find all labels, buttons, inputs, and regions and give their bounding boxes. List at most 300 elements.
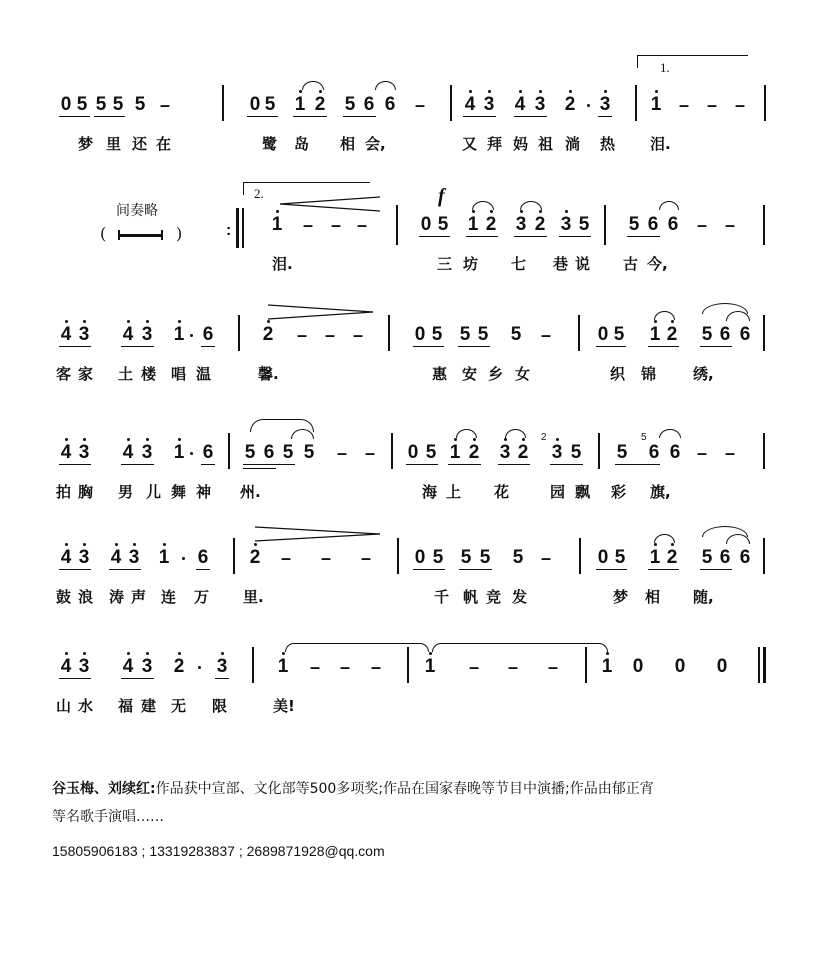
note: 5 (578, 214, 590, 235)
beam-underline (59, 678, 91, 679)
lyric: 声 (131, 588, 147, 606)
lyric: 绣, (693, 365, 714, 383)
lyric: 花 (494, 483, 510, 501)
note: 5 (628, 214, 640, 235)
note: 1 (173, 442, 185, 463)
octave-dot (671, 320, 674, 323)
note: 5 (510, 324, 522, 345)
lyric: 家 (78, 365, 94, 383)
barline (604, 205, 606, 245)
lyric: 千 (434, 588, 450, 606)
beam-underline (59, 464, 91, 465)
beam-underline (514, 236, 547, 237)
note: 6 (739, 324, 751, 345)
paren-open: ( (100, 224, 107, 243)
lyric: 温 (196, 365, 212, 383)
lyric: 州. (240, 483, 261, 501)
note: 3 (499, 442, 511, 463)
beam-underline (196, 569, 210, 570)
beam-underline (293, 116, 327, 117)
slur (456, 429, 477, 438)
beam-underline (550, 464, 583, 465)
octave-dot (83, 438, 86, 441)
note: 0 (407, 442, 419, 463)
note: 2 (517, 442, 529, 463)
octave-dot (65, 320, 68, 323)
dash: – (370, 657, 381, 677)
lyric: 客 (56, 365, 72, 383)
note: 6 (669, 442, 681, 463)
note: 1 (467, 214, 479, 235)
slur (520, 201, 542, 210)
barline (407, 647, 409, 683)
decrescendo-hairpin (255, 526, 380, 542)
octave-dot (178, 320, 181, 323)
dash: – (414, 95, 425, 115)
lyric: 连 (161, 588, 177, 606)
lyric: 水 (78, 697, 94, 715)
barline (228, 433, 230, 469)
octave-dot (127, 320, 130, 323)
lyric: 浪 (78, 588, 94, 606)
lyric: 鼓 (56, 588, 72, 606)
dash: – (678, 95, 689, 115)
dash: – (696, 443, 707, 463)
octave-dot (490, 210, 493, 213)
beam-underline (109, 569, 141, 570)
note: 2 (666, 547, 678, 568)
lyric: 里. (243, 588, 264, 606)
octave-dot (127, 438, 130, 441)
note: 6 (667, 214, 679, 235)
dash: – (696, 215, 707, 235)
lyric: 惠 (432, 365, 448, 383)
note: 5 (425, 442, 437, 463)
note: 3 (534, 94, 546, 115)
lyric: 竞 (486, 588, 502, 606)
note: 1 (294, 94, 306, 115)
dash: – (360, 548, 371, 568)
beam-underline (648, 569, 679, 570)
augmentation-dot (190, 334, 193, 337)
beam-underline (458, 346, 490, 347)
volta-label: 2. (254, 186, 264, 201)
octave-dot (604, 90, 607, 93)
note: 3 (216, 656, 228, 677)
note: 6 (647, 214, 659, 235)
lyric: 儿 (146, 483, 162, 501)
dash: – (296, 325, 307, 345)
rest-cap (118, 230, 120, 240)
octave-dot (606, 652, 609, 655)
lyric: 山 (56, 697, 72, 715)
barline (578, 315, 580, 351)
note: 4 (60, 656, 72, 677)
tie (432, 643, 608, 652)
barline (396, 205, 398, 245)
barline (391, 433, 393, 469)
note: 5 (512, 547, 524, 568)
dash: – (309, 657, 320, 677)
note: 3 (141, 324, 153, 345)
note: 6 (202, 442, 214, 463)
note: 1 (649, 324, 661, 345)
note: 5 (244, 442, 256, 463)
beam-underline (94, 116, 125, 117)
octave-dot (65, 438, 68, 441)
beam-underline (466, 236, 498, 237)
slur (654, 534, 675, 543)
lyric: 巷 (553, 255, 569, 273)
dash: – (159, 95, 170, 115)
lyric: 男 (118, 483, 134, 501)
note: 1 (173, 324, 185, 345)
octave-dot (519, 90, 522, 93)
octave-dot (83, 652, 86, 655)
beam-underline (201, 464, 215, 465)
multi-measure-rest (118, 234, 162, 237)
lyric: 园 (550, 483, 566, 501)
lyric: 土 (118, 365, 134, 383)
dash: – (724, 215, 735, 235)
lyric: 坊 (463, 255, 479, 273)
lyric: 万 (194, 588, 210, 606)
octave-dot (539, 210, 542, 213)
lyric: 会, (365, 135, 386, 153)
note: 6 (363, 94, 375, 115)
lyric: 鹭 (262, 135, 278, 153)
lyric: 限 (212, 697, 228, 715)
beam-underline (59, 346, 91, 347)
lyric: 旗, (650, 483, 671, 501)
beam-underline (559, 236, 591, 237)
lyric: 里 (106, 135, 122, 153)
note: 5 (613, 324, 625, 345)
augmentation-dot (198, 666, 201, 669)
beam-underline (406, 464, 438, 465)
note: 6 (739, 547, 751, 568)
lyric: 在 (156, 135, 172, 153)
note: 6 (719, 547, 731, 568)
octave-dot (178, 652, 181, 655)
dash: – (324, 325, 335, 345)
dash: – (507, 657, 518, 677)
beam-underline (243, 464, 295, 465)
beam-underline (648, 346, 679, 347)
slur (505, 429, 526, 438)
beam-underline (413, 346, 444, 347)
note: 1 (449, 442, 461, 463)
decrescendo-hairpin (268, 304, 373, 320)
slur (302, 81, 324, 90)
dash: – (468, 657, 479, 677)
lyric: 又 (462, 135, 478, 153)
octave-dot (472, 210, 475, 213)
octave-dot (282, 652, 285, 655)
dash: – (280, 548, 291, 568)
note: 5 (459, 324, 471, 345)
note: 3 (78, 324, 90, 345)
lyric: 拍 (56, 483, 72, 501)
dash: – (320, 548, 331, 568)
beam-underline (514, 116, 547, 117)
lyric: 胸 (78, 483, 94, 501)
dash: – (547, 657, 558, 677)
note: 1 (649, 547, 661, 568)
slur (654, 311, 675, 320)
note: 5 (303, 442, 315, 463)
lyric: 馨. (258, 365, 279, 383)
octave-dot (454, 438, 457, 441)
dash: – (364, 443, 375, 463)
note: 5 (76, 94, 88, 115)
octave-dot (83, 543, 86, 546)
octave-dot (654, 320, 657, 323)
note: 6 (719, 324, 731, 345)
lyric: 彩 (611, 483, 627, 501)
note: 5 (616, 442, 628, 463)
slur (472, 201, 494, 210)
author-credits (52, 778, 812, 800)
beam-underline (121, 678, 154, 679)
octave-dot (146, 652, 149, 655)
note: 0 (597, 324, 609, 345)
note: 5 (460, 547, 472, 568)
note: 3 (560, 214, 572, 235)
tie (285, 643, 429, 652)
repeat-dots: : (226, 222, 232, 239)
note: 2 (173, 656, 185, 677)
lyric: 锦 (641, 365, 657, 383)
beam-underline (201, 346, 215, 347)
octave-dot (178, 438, 181, 441)
lyric: 建 (141, 697, 157, 715)
octave-dot (539, 90, 542, 93)
credits-line-2: 等名歌手演唱…… (52, 809, 164, 825)
note: 4 (122, 656, 134, 677)
beam-underline (121, 346, 154, 347)
note: 5 (570, 442, 582, 463)
note: 6 (648, 442, 660, 463)
lyric: 祖 (538, 135, 554, 153)
barline (763, 433, 765, 469)
beam-underline (59, 569, 91, 570)
note: 0 (632, 656, 644, 677)
lyric: 乡 (488, 365, 504, 383)
note: 5 (431, 324, 443, 345)
beam-underline (243, 468, 276, 469)
lyric: 拜 (487, 135, 503, 153)
octave-dot (276, 210, 279, 213)
barline (764, 85, 766, 121)
lyric: 妈 (513, 135, 529, 153)
octave-dot (671, 543, 674, 546)
note: 4 (122, 442, 134, 463)
lyric: 古 (623, 255, 639, 273)
slur (375, 81, 396, 90)
augmentation-dot (587, 104, 590, 107)
contact-info: 15805906183 ; 13319283837 ; 2689871928@qq.com (52, 843, 385, 859)
decrescendo-hairpin (280, 196, 380, 212)
lyric: 岛 (294, 135, 310, 153)
note: 1 (271, 214, 283, 235)
note: 2 (249, 547, 261, 568)
lyric: 说 (575, 255, 591, 273)
note: 2 (534, 214, 546, 235)
note: 5 (134, 94, 146, 115)
note: 4 (110, 547, 122, 568)
beam-underline (463, 116, 496, 117)
lyric: 楼 (141, 365, 157, 383)
lyric: 相 (340, 135, 356, 153)
note: 3 (78, 442, 90, 463)
barline (763, 315, 765, 351)
lyric: 无 (171, 697, 187, 715)
note: 5 (701, 324, 713, 345)
final-barline-thin (758, 647, 760, 683)
lyric: 相 (645, 588, 661, 606)
note: 3 (599, 94, 611, 115)
octave-dot (299, 90, 302, 93)
dash: – (706, 95, 717, 115)
octave-dot (654, 543, 657, 546)
note: 0 (414, 547, 426, 568)
rest-cap (161, 230, 163, 240)
volta-label: 1. (660, 60, 670, 75)
note: 2 (468, 442, 480, 463)
volta-bracket-1 (637, 55, 748, 68)
beam-underline (247, 116, 278, 117)
lyric: 帆 (463, 588, 479, 606)
octave-dot (146, 438, 149, 441)
octave-dot (469, 90, 472, 93)
note: 5 (614, 547, 626, 568)
slur (659, 201, 679, 210)
note: 4 (60, 442, 72, 463)
octave-dot (565, 210, 568, 213)
grace-note: 5 (641, 432, 647, 443)
note: 5 (282, 442, 294, 463)
credits-text: 作品获中宣部、文化部等500多项奖;作品在国家春晚等节目中演播;作品由郁正宵 (155, 781, 654, 797)
octave-dot (488, 90, 491, 93)
grace-note: 2 (541, 432, 547, 443)
beam-underline (598, 116, 612, 117)
note: 0 (716, 656, 728, 677)
note: 5 (344, 94, 356, 115)
dash: – (352, 325, 363, 345)
note: 4 (514, 94, 526, 115)
augmentation-dot (182, 557, 185, 560)
lyric: 美! (273, 697, 295, 715)
note: 0 (674, 656, 686, 677)
note: 3 (483, 94, 495, 115)
note: 5 (437, 214, 449, 235)
octave-dot (65, 543, 68, 546)
barline (763, 538, 765, 574)
note: 2 (485, 214, 497, 235)
note: 0 (420, 214, 432, 235)
note: 4 (122, 324, 134, 345)
note: 1 (424, 656, 436, 677)
note: 3 (78, 656, 90, 677)
barline (238, 315, 240, 351)
octave-dot (163, 543, 166, 546)
beam-underline (448, 464, 481, 465)
note: 0 (249, 94, 261, 115)
barline (579, 538, 581, 574)
note: 0 (597, 547, 609, 568)
note: 6 (202, 324, 214, 345)
dash: – (356, 215, 367, 235)
octave-dot (569, 90, 572, 93)
note: 3 (128, 547, 140, 568)
note: 3 (78, 547, 90, 568)
octave-dot (254, 543, 257, 546)
barline (598, 433, 600, 469)
note: 1 (601, 656, 613, 677)
barline (763, 205, 765, 245)
octave-dot (267, 320, 270, 323)
barline (635, 85, 637, 121)
barline (233, 538, 235, 574)
note: 5 (479, 547, 491, 568)
lyric: 织 (610, 365, 626, 383)
lyric: 热 (600, 135, 616, 153)
octave-dot (556, 438, 559, 441)
dash: – (330, 215, 341, 235)
octave-dot (65, 652, 68, 655)
beam-underline (700, 346, 732, 347)
note: 6 (384, 94, 396, 115)
lyric: 发 (512, 588, 528, 606)
barline (397, 538, 399, 574)
octave-dot (473, 438, 476, 441)
lyric: 随, (693, 588, 714, 606)
note: 5 (112, 94, 124, 115)
lyric: 神 (196, 483, 212, 501)
octave-dot (133, 543, 136, 546)
beam-underline (459, 569, 492, 570)
lyric: 福 (118, 697, 134, 715)
barline (222, 85, 224, 121)
beam-underline (498, 464, 530, 465)
beam-underline (596, 569, 627, 570)
octave-dot (319, 90, 322, 93)
note: 1 (158, 547, 170, 568)
dash: – (724, 443, 735, 463)
slur (659, 429, 681, 438)
lyric: 安 (462, 365, 478, 383)
note: 1 (277, 656, 289, 677)
lyric: 上 (446, 483, 462, 501)
barline (388, 315, 390, 351)
barline (450, 85, 452, 121)
note: 2 (314, 94, 326, 115)
lyric: 梦 (613, 588, 629, 606)
author-names: 谷玉梅、刘续红: (52, 781, 156, 797)
note: 1 (650, 94, 662, 115)
lyric: 还 (132, 135, 148, 153)
octave-dot (429, 652, 432, 655)
octave-dot (520, 210, 523, 213)
note: 5 (477, 324, 489, 345)
lyric: 七 (511, 255, 527, 273)
note: 3 (515, 214, 527, 235)
lyric: 淌 (565, 135, 581, 153)
dash: – (734, 95, 745, 115)
lyric: 飘 (575, 483, 591, 501)
beam-underline (596, 346, 626, 347)
